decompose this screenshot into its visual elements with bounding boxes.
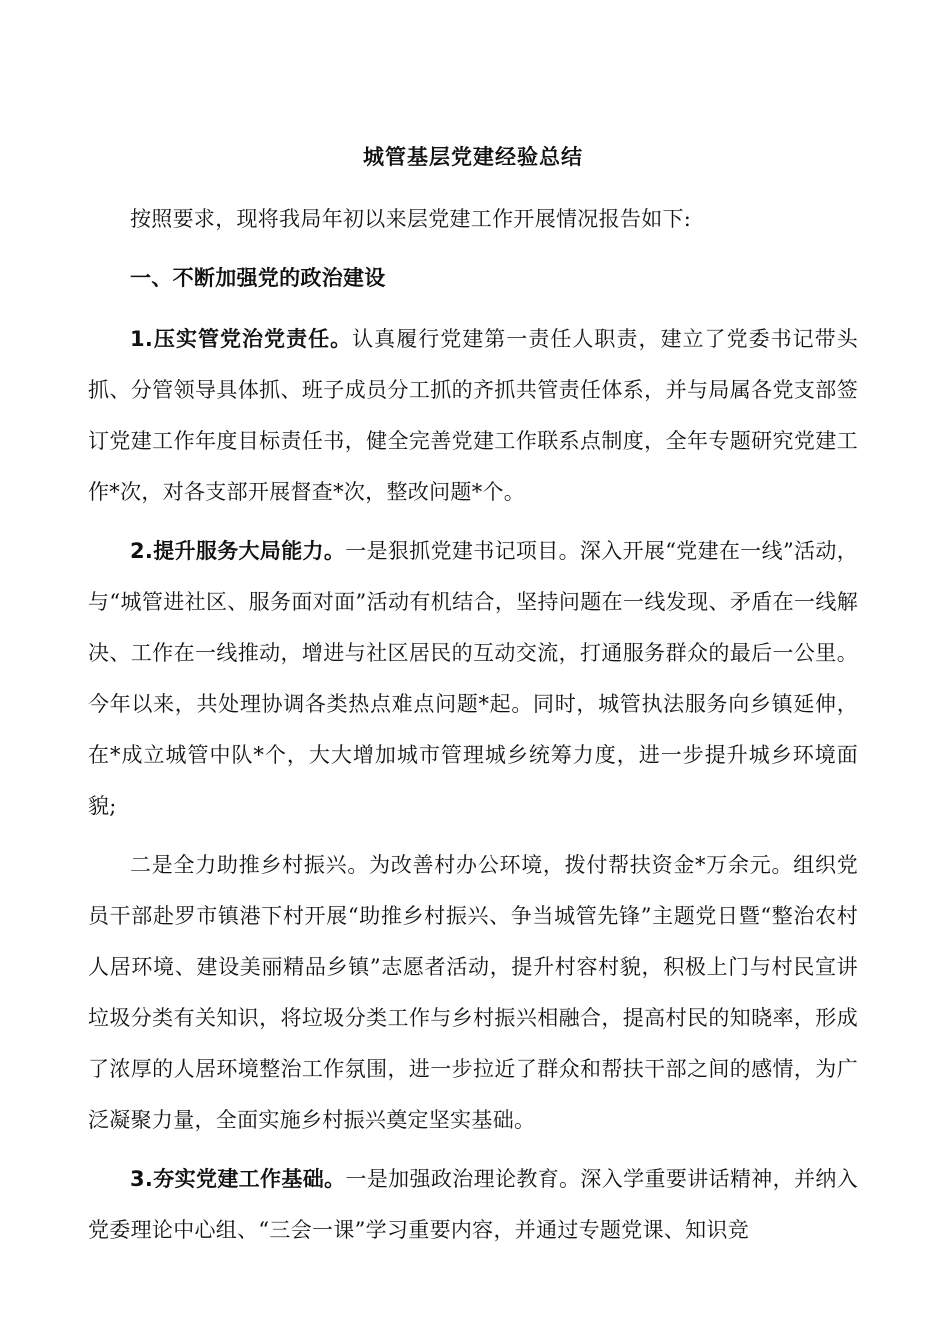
paragraph-body: 一是狠抓党建书记项目。深入开展“党建在一线”活动，与“城管进社区、服务面对面”活动有机结合，坚持问题在一线发现、矛盾在一线解决、工作在一线推动，增进与社区居民的互动交流，打通服务群众的最后一公里。今年以来，共处理协调各类热点难点问题*起。同时，城管执法服务向乡镇延伸，在*成立城管中队*个，大大增加城市管理城乡统筹力度，进一步提升城乡环境面貌; (88, 539, 858, 818)
paragraph-lead: 2.提升服务大局能力。 (130, 539, 346, 563)
paragraph-lead: 3.夯实党建工作基础。 (130, 1167, 346, 1191)
intro-paragraph: 按照要求，现将我局年初以来层党建工作开展情况报告如下: (130, 207, 692, 231)
section-heading: 一、不断加强党的政治建设 (130, 266, 386, 290)
paragraph-foundation (88, 1154, 858, 1256)
paragraph-lead: 1.压实管党治党责任。 (130, 327, 353, 351)
document-page (88, 140, 858, 1264)
paragraph-rural-revitalization: 二是全力助推乡村振兴。为改善村办公环境，拨付帮扶资金*万余元。组织党员干部赴罗市镇港下村开展“助推乡村振兴、争当城管先锋”主题党日暨“整治农村人居环境、建设美丽精品乡镇”志愿者活动，提升村容村貌，积极上门与村民宣讲垃圾分类有关知识，将垃圾分类工作与乡村振兴相融合，提高村民的知晓率，形成了浓厚的人居环境整治工作氛围，进一步拉近了群众和帮扶干部之间的感情，为广泛凝聚力量，全面实施乡村振兴奠定坚实基础。 (88, 853, 858, 1132)
document-title: 城管基层党建经验总结 (363, 144, 583, 169)
paragraph-body: 认真履行党建第一责任人职责，建立了党委书记带头抓、分管领导具体抓、班子成员分工抓的齐抓共管责任体系，并与局属各党支部签订党建工作年度目标责任书，健全完善党建工作联系点制度，全年专题研究党建工作*次，对各支部开展督查*次，整改问题*个。 (88, 327, 858, 504)
paragraph-body: 一是加强政治理论教育。深入学重要讲话精神，并纳入党委理论中心组、“三会一课”学习重要内容，并通过专题党课、知识竞 (88, 1167, 858, 1242)
paragraph-responsibility (88, 314, 858, 518)
paragraph-service-capacity (88, 526, 858, 832)
